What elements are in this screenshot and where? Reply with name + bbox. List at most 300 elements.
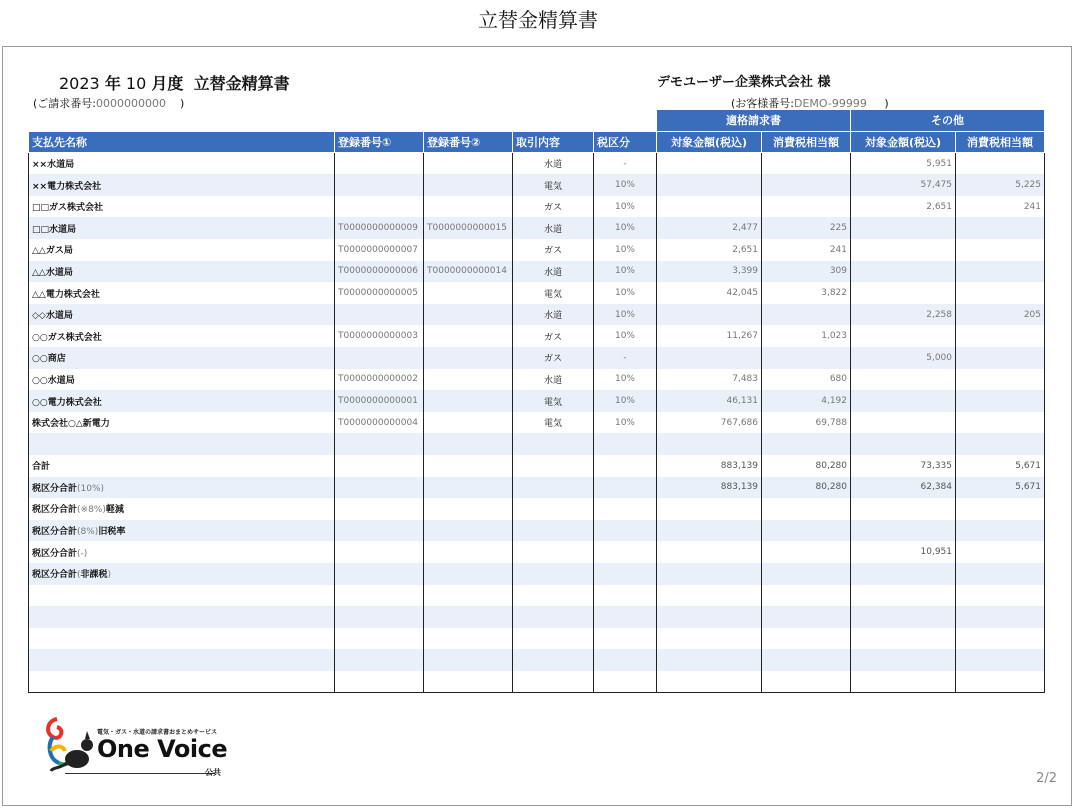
- table-row: [29, 347, 1045, 369]
- table-cell: [956, 628, 1045, 650]
- table-cell: 10%: [594, 261, 657, 283]
- summary-value: 5,671: [956, 455, 1045, 477]
- statement-sheet: [2, 46, 1072, 806]
- table-cell: 水道: [513, 304, 594, 326]
- table-cell: 309: [762, 261, 851, 283]
- summary-value: [762, 541, 851, 563]
- total-label: 合計: [29, 455, 335, 477]
- table-cell: [424, 174, 513, 196]
- table-cell: [513, 585, 594, 607]
- table-cell: [594, 628, 657, 650]
- table-cell: [594, 563, 657, 585]
- table-cell: [424, 196, 513, 218]
- table-cell: 電気: [513, 412, 594, 434]
- table-cell: ガス: [513, 239, 594, 261]
- group-other: その他: [851, 110, 1045, 132]
- table-cell: [851, 282, 956, 304]
- table-cell: [851, 369, 956, 391]
- customer-no-value: DEMO-99999: [794, 97, 867, 110]
- table-cell: [513, 520, 594, 542]
- table-cell: [29, 585, 335, 607]
- blank-row: [29, 433, 1045, 455]
- subtotal-rate: (8%): [77, 527, 99, 538]
- table-row: [29, 174, 1045, 196]
- table-cell: 225: [762, 217, 851, 239]
- page-number: 2/2: [1036, 771, 1057, 786]
- table-cell: [335, 520, 424, 542]
- summary-value: [762, 563, 851, 585]
- table-cell: [762, 153, 851, 175]
- table-cell: ◇◇水道局: [29, 304, 335, 326]
- table-cell: [513, 477, 594, 499]
- table-cell: [424, 239, 513, 261]
- table-cell: 46,131: [657, 390, 762, 412]
- col-qi-amount: 対象金額(税込): [657, 131, 762, 153]
- summary-value: 80,280: [762, 455, 851, 477]
- col-payee: 支払先名称: [29, 131, 335, 153]
- table-cell: [851, 261, 956, 283]
- table-cell: [594, 585, 657, 607]
- blank-row: [29, 606, 1045, 628]
- expense-table: [28, 109, 1045, 693]
- table-cell: [594, 541, 657, 563]
- table-cell: [851, 325, 956, 347]
- table-cell: [513, 606, 594, 628]
- table-cell: 水道: [513, 261, 594, 283]
- table-cell: [29, 649, 335, 671]
- logo-brand: One Voice: [97, 735, 228, 763]
- table-cell: T0000000000001: [335, 390, 424, 412]
- subtotal-label: [29, 563, 335, 585]
- table-row: [29, 196, 1045, 218]
- table-cell: [424, 541, 513, 563]
- table-cell: [424, 304, 513, 326]
- subtotal-rate: (※8%): [77, 505, 106, 516]
- table-cell: ○○水道局: [29, 369, 335, 391]
- customer-no-close: ): [884, 97, 889, 110]
- request-close: ): [180, 97, 185, 110]
- subtotal-close: ): [107, 570, 112, 581]
- table-cell: [335, 153, 424, 175]
- subtotal-label-text: 税区分合計: [32, 483, 78, 494]
- table-cell: [594, 606, 657, 628]
- summary-value: [851, 563, 956, 585]
- table-cell: 767,686: [657, 412, 762, 434]
- table-cell: [956, 261, 1045, 283]
- table-cell: 5,225: [956, 174, 1045, 196]
- table-cell: [851, 628, 956, 650]
- logo-sub: 公共: [205, 768, 221, 777]
- subtotal-tail: 非課税: [80, 570, 108, 581]
- table-cell: [335, 541, 424, 563]
- table-cell: T0000000000002: [335, 369, 424, 391]
- table-cell: [424, 606, 513, 628]
- table-cell: [956, 282, 1045, 304]
- table-cell: [851, 606, 956, 628]
- table-cell: [762, 174, 851, 196]
- table-cell: T0000000000005: [335, 282, 424, 304]
- table-cell: [762, 649, 851, 671]
- table-cell: [851, 217, 956, 239]
- col-transaction: 取引内容: [513, 131, 594, 153]
- subtotal-rate: (10%): [77, 483, 105, 494]
- table-cell: 電気: [513, 174, 594, 196]
- table-cell: ○○電力株式会社: [29, 390, 335, 412]
- table-cell: [762, 433, 851, 455]
- summary-value: [762, 498, 851, 520]
- table-cell: 3,399: [657, 261, 762, 283]
- col-tax-class: 税区分: [594, 131, 657, 153]
- table-cell: 241: [762, 239, 851, 261]
- customer-name: デモユーザー企業株式会社 様: [657, 75, 831, 90]
- col-other-tax: 消費税相当額: [956, 131, 1045, 153]
- table-cell: 水道: [513, 369, 594, 391]
- table-cell: [657, 671, 762, 693]
- table-cell: □□ガス株式会社: [29, 196, 335, 218]
- table-cell: T0000000000009: [335, 217, 424, 239]
- table-cell: [657, 347, 762, 369]
- table-cell: [762, 606, 851, 628]
- table-cell: [956, 239, 1045, 261]
- table-cell: [424, 433, 513, 455]
- table-cell: [335, 649, 424, 671]
- table-cell: [424, 455, 513, 477]
- summary-value: 10,951: [851, 541, 956, 563]
- table-cell: 69,788: [762, 412, 851, 434]
- table-cell: [956, 347, 1045, 369]
- table-cell: [424, 369, 513, 391]
- table-cell: [513, 455, 594, 477]
- summary-value: [657, 520, 762, 542]
- subtotal-label-text: 税区分合計: [32, 548, 78, 559]
- table-cell: ガス: [513, 196, 594, 218]
- table-cell: 2,477: [657, 217, 762, 239]
- table-row: [29, 390, 1045, 412]
- table-cell: [424, 520, 513, 542]
- table-cell: [657, 433, 762, 455]
- table-cell: [594, 649, 657, 671]
- subtotal-tail: 旧税率: [98, 527, 126, 538]
- summary-value: 883,139: [657, 477, 762, 499]
- table-cell: [424, 390, 513, 412]
- table-cell: 57,475: [851, 174, 956, 196]
- table-cell: [424, 671, 513, 693]
- table-cell: [762, 671, 851, 693]
- table-cell: [424, 477, 513, 499]
- blank-row: [29, 628, 1045, 650]
- request-label: (ご請求番号:: [33, 97, 96, 110]
- table-cell: [335, 628, 424, 650]
- table-cell: [851, 390, 956, 412]
- subtotal-label-text: 税区分合計: [32, 570, 78, 581]
- table-cell: [956, 217, 1045, 239]
- table-cell: [594, 498, 657, 520]
- table-cell: [29, 628, 335, 650]
- table-cell: 電気: [513, 390, 594, 412]
- logo-mark-icon: [43, 715, 97, 777]
- table-row: [29, 282, 1045, 304]
- table-cell: [956, 585, 1045, 607]
- blank-row: [29, 671, 1045, 693]
- table-cell: [956, 433, 1045, 455]
- table-cell: 4,192: [762, 390, 851, 412]
- summary-value: [851, 498, 956, 520]
- table-cell: [424, 498, 513, 520]
- table-cell: [424, 628, 513, 650]
- table-row: [29, 412, 1045, 434]
- table-cell: [762, 196, 851, 218]
- subtotal-label: [29, 498, 335, 520]
- table-cell: [335, 304, 424, 326]
- table-cell: [424, 153, 513, 175]
- col-other-amount: 対象金額(税込): [851, 131, 956, 153]
- table-cell: 10%: [594, 390, 657, 412]
- table-cell: [29, 606, 335, 628]
- table-cell: [657, 196, 762, 218]
- table-cell: [956, 390, 1045, 412]
- summary-value: 80,280: [762, 477, 851, 499]
- logo-underline: [65, 773, 215, 774]
- column-header-row: [29, 131, 1045, 153]
- table-cell: [513, 628, 594, 650]
- month: 10: [125, 74, 147, 93]
- request-value: 0000000000: [96, 97, 166, 110]
- table-cell: ○○ガス株式会社: [29, 325, 335, 347]
- statement-heading: [59, 71, 290, 94]
- table-cell: 株式会社○△新電力: [29, 412, 335, 434]
- subtotal-label-text: 税区分合計: [32, 505, 78, 516]
- summary-value: [657, 498, 762, 520]
- subtotal-label-text: 税区分合計: [32, 527, 78, 538]
- table-cell: [657, 606, 762, 628]
- table-cell: [657, 649, 762, 671]
- col-qi-tax: 消費税相当額: [762, 131, 851, 153]
- summary-value: 73,335: [851, 455, 956, 477]
- summary-value: [956, 563, 1045, 585]
- logo-tagline: 電気・ガス・水道の請求書おまとめサービス: [97, 729, 218, 736]
- summary-value: 883,139: [657, 455, 762, 477]
- table-cell: [657, 174, 762, 196]
- table-cell: T0000000000007: [335, 239, 424, 261]
- table-cell: 5,951: [851, 153, 956, 175]
- table-cell: 2,651: [851, 196, 956, 218]
- table-cell: [513, 498, 594, 520]
- summary-row: [29, 455, 1045, 477]
- table-cell: -: [594, 153, 657, 175]
- table-cell: 10%: [594, 196, 657, 218]
- blank-row: [29, 649, 1045, 671]
- table-cell: 7,483: [657, 369, 762, 391]
- table-cell: 10%: [594, 174, 657, 196]
- table-cell: -: [594, 347, 657, 369]
- summary-value: [956, 498, 1045, 520]
- table-cell: [335, 498, 424, 520]
- summary-value: 5,671: [956, 477, 1045, 499]
- table-cell: [657, 153, 762, 175]
- table-cell: [335, 477, 424, 499]
- summary-value: [956, 541, 1045, 563]
- table-row: [29, 325, 1045, 347]
- table-cell: [956, 369, 1045, 391]
- table-cell: [424, 585, 513, 607]
- table-cell: [424, 412, 513, 434]
- summary-row: [29, 563, 1045, 585]
- summary-value: [851, 520, 956, 542]
- table-cell: [851, 649, 956, 671]
- table-cell: [657, 585, 762, 607]
- table-cell: [956, 153, 1045, 175]
- group-qualified-invoice: 適格請求書: [657, 110, 851, 132]
- table-cell: [594, 520, 657, 542]
- table-cell: 10%: [594, 217, 657, 239]
- table-cell: [956, 606, 1045, 628]
- table-cell: [424, 347, 513, 369]
- subtotal-tail: 軽減: [105, 505, 124, 516]
- statement-title: 立替金精算書: [193, 74, 290, 93]
- table-cell: T0000000000015: [424, 217, 513, 239]
- table-cell: [335, 174, 424, 196]
- table-cell: [594, 671, 657, 693]
- table-cell: T0000000000004: [335, 412, 424, 434]
- summary-value: [956, 520, 1045, 542]
- table-cell: [762, 347, 851, 369]
- table-cell: 10%: [594, 304, 657, 326]
- subtotal-rate: (-): [77, 548, 88, 559]
- table-cell: [424, 325, 513, 347]
- table-cell: 11,267: [657, 325, 762, 347]
- table-cell: ××水道局: [29, 153, 335, 175]
- table-cell: [29, 671, 335, 693]
- table-cell: [657, 628, 762, 650]
- summary-row: [29, 477, 1045, 499]
- table-cell: △△電力株式会社: [29, 282, 335, 304]
- subtotal-label: [29, 541, 335, 563]
- table-cell: ××電力株式会社: [29, 174, 335, 196]
- table-cell: [424, 563, 513, 585]
- table-row: [29, 217, 1045, 239]
- table-cell: 241: [956, 196, 1045, 218]
- table-cell: [956, 325, 1045, 347]
- table-cell: 42,045: [657, 282, 762, 304]
- table-cell: 205: [956, 304, 1045, 326]
- table-cell: □□水道局: [29, 217, 335, 239]
- table-cell: [335, 606, 424, 628]
- onevoice-logo: [43, 715, 243, 785]
- table-cell: 2,258: [851, 304, 956, 326]
- table-cell: [335, 196, 424, 218]
- table-cell: [513, 433, 594, 455]
- document-title: 立替金精算書: [478, 8, 598, 32]
- table-row: [29, 261, 1045, 283]
- table-row: [29, 239, 1045, 261]
- table-cell: [335, 347, 424, 369]
- table-cell: △△ガス局: [29, 239, 335, 261]
- table-cell: [513, 649, 594, 671]
- subtotal-label: [29, 520, 335, 542]
- month-unit: 月度: [151, 74, 184, 93]
- customer-no-label: (お客様番号:: [731, 97, 794, 110]
- year-unit: 年: [104, 74, 121, 93]
- table-cell: 10%: [594, 282, 657, 304]
- table-row: [29, 153, 1045, 175]
- table-cell: [851, 585, 956, 607]
- table-cell: 10%: [594, 412, 657, 434]
- table-cell: ガス: [513, 347, 594, 369]
- table-cell: [513, 541, 594, 563]
- table-cell: [762, 628, 851, 650]
- table-cell: [335, 455, 424, 477]
- table-cell: 5,000: [851, 347, 956, 369]
- subtotal-rate: (: [77, 570, 81, 581]
- table-cell: 1,023: [762, 325, 851, 347]
- summary-value: [657, 541, 762, 563]
- table-cell: 3,822: [762, 282, 851, 304]
- table-cell: [956, 649, 1045, 671]
- table-cell: [851, 671, 956, 693]
- subtotal-label: [29, 477, 335, 499]
- group-header-row: [29, 110, 1045, 132]
- table-cell: T0000000000003: [335, 325, 424, 347]
- table-cell: 10%: [594, 369, 657, 391]
- table-cell: [594, 455, 657, 477]
- table-cell: [29, 433, 335, 455]
- blank-row: [29, 585, 1045, 607]
- table-row: [29, 369, 1045, 391]
- table-cell: [424, 282, 513, 304]
- table-cell: 電気: [513, 282, 594, 304]
- table-cell: 水道: [513, 217, 594, 239]
- table-cell: [335, 671, 424, 693]
- summary-row: [29, 541, 1045, 563]
- table-cell: ○○商店: [29, 347, 335, 369]
- summary-row: [29, 498, 1045, 520]
- table-cell: T0000000000006: [335, 261, 424, 283]
- year: 2023: [59, 74, 100, 93]
- summary-value: [762, 520, 851, 542]
- table-cell: 10%: [594, 239, 657, 261]
- table-cell: [851, 433, 956, 455]
- table-cell: △△水道局: [29, 261, 335, 283]
- table-cell: [657, 304, 762, 326]
- table-cell: [956, 412, 1045, 434]
- table-cell: [513, 671, 594, 693]
- summary-value: [657, 563, 762, 585]
- table-cell: [513, 563, 594, 585]
- table-cell: [851, 239, 956, 261]
- col-reg-no-1: 登録番号①: [335, 131, 424, 153]
- table-cell: 10%: [594, 325, 657, 347]
- summary-value: 62,384: [851, 477, 956, 499]
- table-cell: 水道: [513, 153, 594, 175]
- table-cell: [762, 304, 851, 326]
- col-reg-no-2: 登録番号②: [424, 131, 513, 153]
- table-row: [29, 304, 1045, 326]
- table-cell: 680: [762, 369, 851, 391]
- table-cell: [424, 649, 513, 671]
- table-cell: [335, 433, 424, 455]
- table-cell: [335, 563, 424, 585]
- table-cell: [851, 412, 956, 434]
- table-cell: ガス: [513, 325, 594, 347]
- table-cell: [762, 585, 851, 607]
- table-cell: [335, 585, 424, 607]
- table-cell: T0000000000014: [424, 261, 513, 283]
- summary-row: [29, 520, 1045, 542]
- table-cell: 2,651: [657, 239, 762, 261]
- table-cell: [594, 477, 657, 499]
- table-cell: [594, 433, 657, 455]
- table-cell: [956, 671, 1045, 693]
